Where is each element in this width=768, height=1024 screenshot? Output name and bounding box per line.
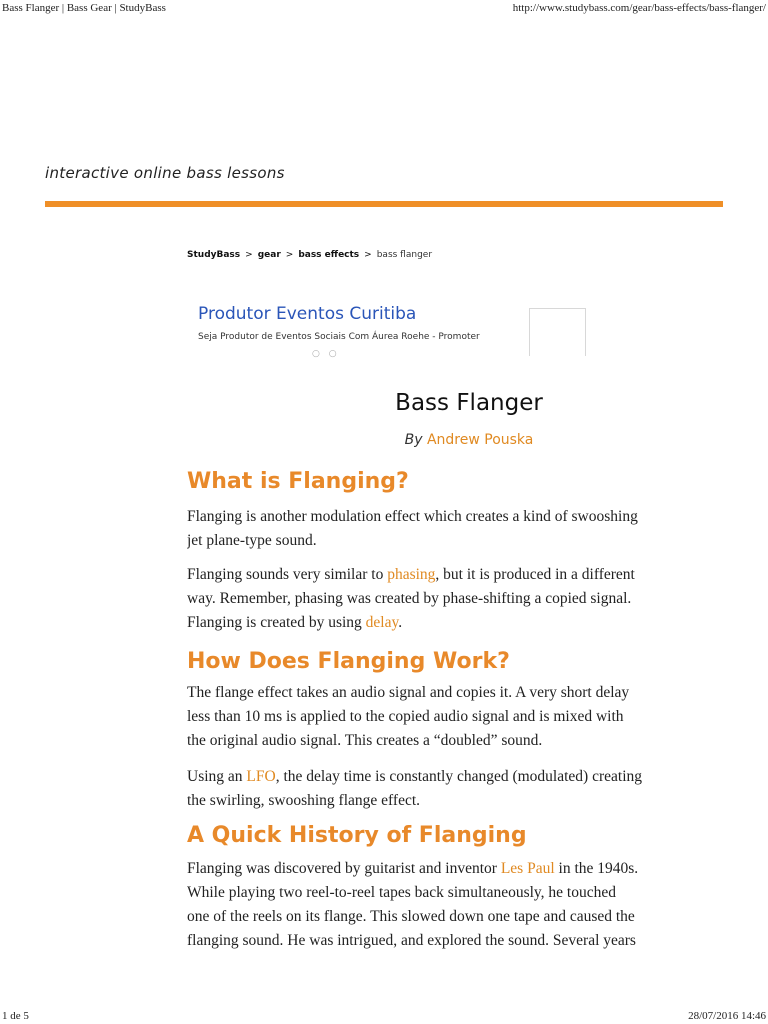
ad-banner[interactable] <box>188 296 588 358</box>
site-tagline: interactive online bass lessons <box>45 164 285 182</box>
breadcrumb <box>187 250 432 260</box>
paragraph: Flanging was discovered by guitarist and inventor Les Paul in the 1940s. While playing two reel-to-reel tapes back simultaneously, he touched one of the reels on its flange. This slowed down one tape and caused the flanging sound. He was intrigued, and explored the sound. Several years <box>187 860 639 949</box>
breadcrumb-separator: > <box>364 250 372 260</box>
breadcrumb-item-gear[interactable]: gear <box>257 250 281 260</box>
lfo-link[interactable]: LFO <box>246 768 276 785</box>
article-byline <box>0 432 768 448</box>
ad-pagination-dots[interactable]: ○ ○ <box>312 349 340 359</box>
breadcrumb-current: bass flanger <box>376 250 433 260</box>
breadcrumb-item-studybass[interactable]: StudyBass <box>187 250 241 260</box>
print-header-url: http://www.studybass.com/gear/bass-effects/bass-flanger/ <box>512 2 766 14</box>
breadcrumb-separator: > <box>285 250 294 260</box>
les-paul-link[interactable]: Les Paul <box>500 860 555 877</box>
ad-title[interactable]: Produtor Eventos Curitiba <box>198 304 417 324</box>
breadcrumb-separator: > <box>245 250 253 260</box>
paragraph: Flanging is another modulation effect which creates a kind of swooshing jet plane-type sound. <box>187 508 638 549</box>
print-footer-page: 1 de 5 <box>2 1010 29 1022</box>
print-footer-timestamp: 28/07/2016 14:46 <box>688 1010 766 1022</box>
author-link[interactable]: Andrew Pouska <box>426 432 534 448</box>
delay-link[interactable]: delay <box>365 614 399 631</box>
section-heading: A Quick History of Flanging <box>187 823 527 848</box>
breadcrumb-item-bass-effects[interactable]: bass effects <box>298 250 360 260</box>
header-divider <box>45 201 723 207</box>
paragraph: Using an LFO, the delay time is constantly changed (modulated) creating the swirling, swooshing flange effect. <box>187 768 642 809</box>
section-heading: How Does Flanging Work? <box>187 649 510 674</box>
print-header-title: Bass Flanger | Bass Gear | StudyBass <box>2 2 166 14</box>
ad-arrow-button[interactable] <box>529 308 586 356</box>
paragraph: The flange effect takes an audio signal and copies it. A very short delay less than 10 ms is applied to the copied audio signal and is mixed with the original audio signal. This creates a “doubled” sound. <box>187 684 630 749</box>
ad-subtitle: Seja Produtor de Eventos Sociais Com Áurea Roehe - Promoter <box>198 332 480 342</box>
article-title: Bass Flanger <box>395 390 543 416</box>
phasing-link[interactable]: phasing <box>387 566 436 583</box>
section-heading: What is Flanging? <box>187 469 409 494</box>
paragraph: Flanging sounds very similar to phasing, but it is produced in a different way. Remember, phasing was created by phase-shifting a copied signal. Flanging is created by using delay. <box>187 566 635 631</box>
byline-label: By <box>404 432 423 448</box>
article-content <box>187 463 768 983</box>
